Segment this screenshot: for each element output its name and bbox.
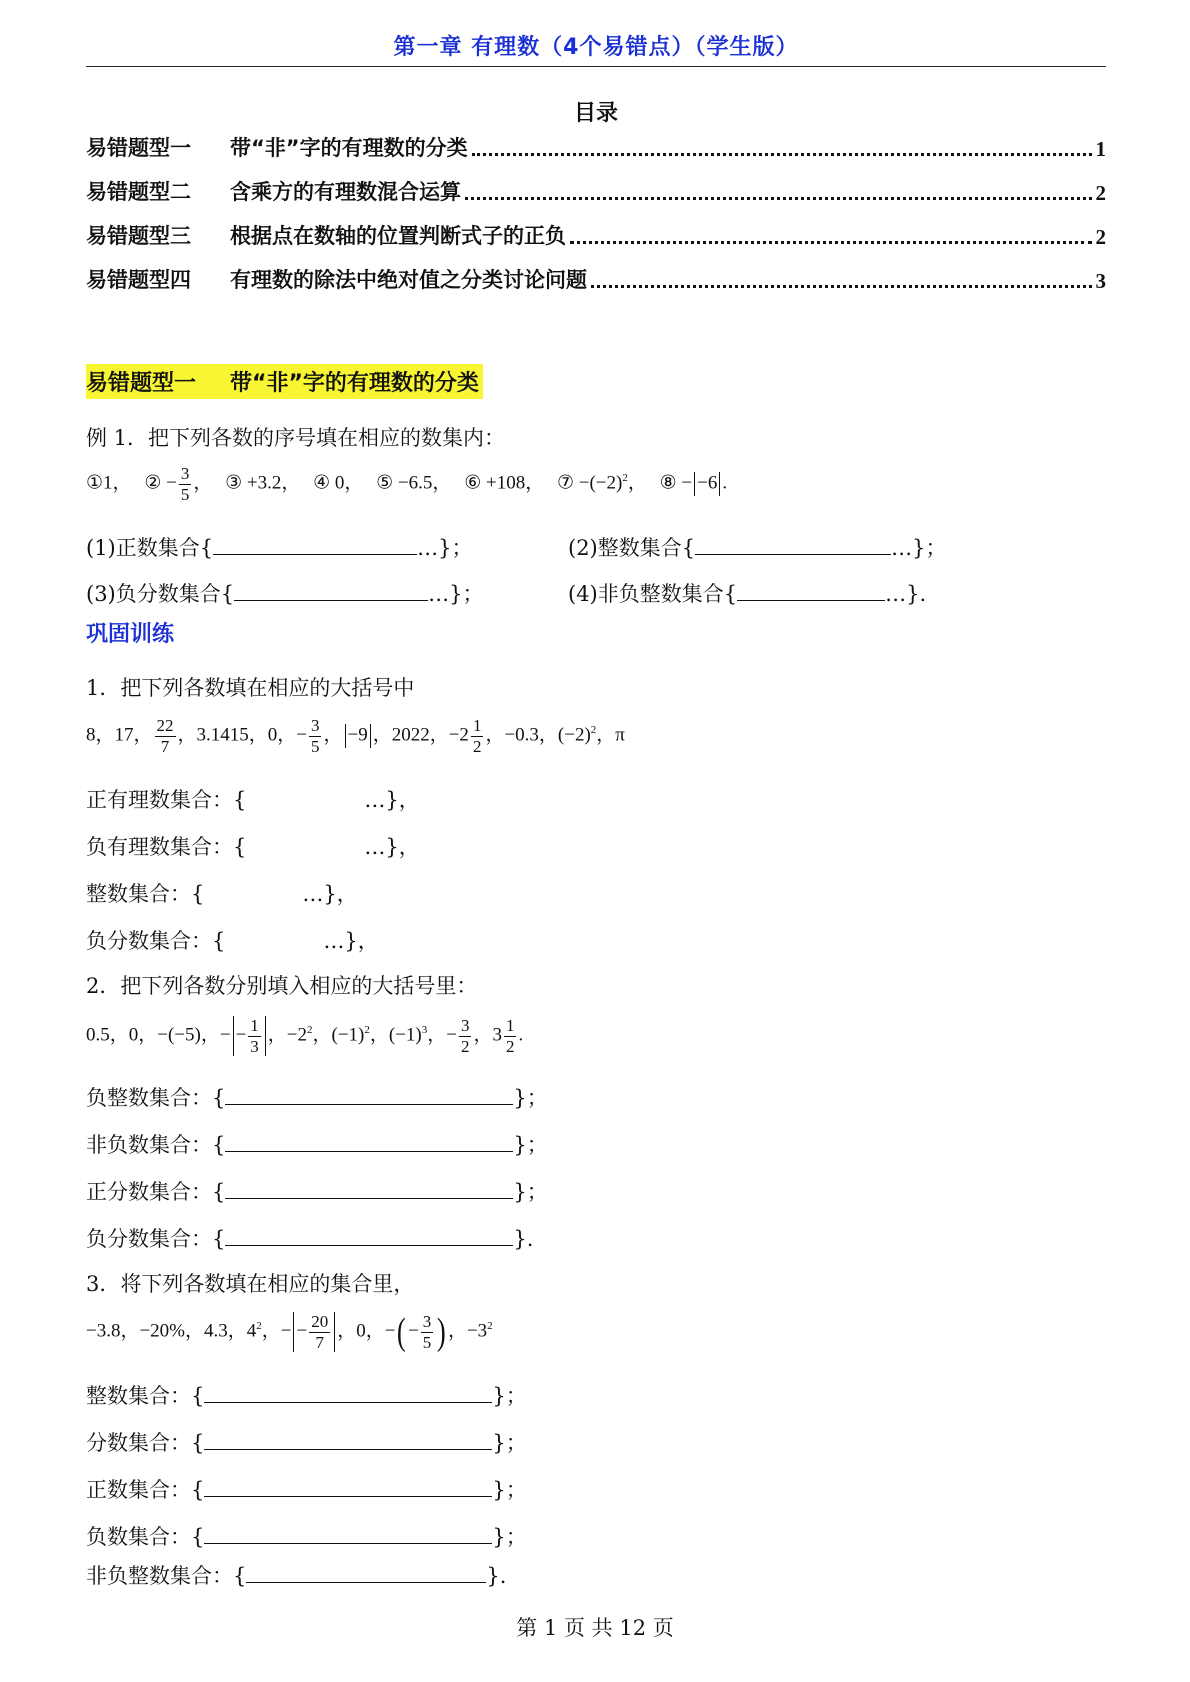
toc-leader-dots	[465, 196, 1092, 200]
q1-set-integer[interactable]: 整数集合：{ …}，	[86, 882, 358, 906]
toc-item-number: 易错题型四	[86, 268, 191, 292]
toc-item-number: 易错题型一	[86, 136, 191, 160]
q1-set-negative-rational[interactable]: 负有理数集合：{ …}，	[86, 835, 420, 859]
toc-item-page: 2	[1095, 181, 1106, 205]
example-1-number-list: ①1， ② − $\frac{3}{5}$ ， ③ +3.2， ④ 0， ⑤ −6.5， ⑥ +108， ⑦ $-(-2)^2$， ⑧ − −6 .	[86, 464, 728, 504]
toc-item-number: 易错题型二	[86, 180, 191, 204]
fraction: $\frac{3}{5}$	[310, 716, 320, 756]
header-rule	[86, 66, 1106, 67]
toc-item-page: 2	[1095, 225, 1106, 249]
example-1-set-negative-fraction[interactable]: (3)负分数集合{ …}；	[86, 582, 484, 606]
example-1-set-positive[interactable]: (1)正数集合{ …}；	[86, 536, 473, 560]
fraction: $\frac{20}{7}$	[311, 1312, 329, 1352]
q3-set-integer[interactable]: 整数集合：{ }；	[86, 1384, 527, 1408]
example-1-prompt: 例 1．把下列各数的序号填在相应的数集内：	[86, 426, 506, 450]
q2-set-negative-fraction[interactable]: 负分数集合：{ }.	[86, 1227, 534, 1251]
q1-number-list: 8，17， $\frac{22}{7}$ ，3.1415，0，− $\frac{3}{5}$ ， −9 ，2022，−2 $\frac{1}{2}$ ，−0.3，$(-2)^2$，π	[86, 716, 625, 756]
toc-item-text: 含乘方的有理数混合运算	[230, 180, 461, 204]
fraction: $\frac{1}{2}$	[472, 716, 482, 756]
fraction: $\frac{1}{2}$	[505, 1016, 515, 1056]
toc-item-3[interactable]	[86, 220, 1106, 250]
toc-item-page: 3	[1095, 269, 1106, 293]
fraction: $\frac{3}{5}$	[422, 1312, 432, 1352]
q1-set-positive-rational[interactable]: 正有理数集合：{ …}，	[86, 788, 420, 812]
toc-title: 目录	[573, 101, 618, 126]
toc-leader-dots	[591, 284, 1092, 288]
page-footer: 第 1 页 共 12 页	[516, 1616, 674, 1640]
q1-set-negative-fraction[interactable]: 负分数集合：{ …}，	[86, 929, 379, 953]
fraction: $\frac{3}{2}$	[460, 1016, 470, 1056]
q3-set-positive[interactable]: 正数集合：{ }；	[86, 1478, 527, 1502]
document-header-title: 第一章 有理数（4个易错点）（学生版）	[393, 35, 799, 60]
q2-set-positive-fraction[interactable]: 正分数集合：{ }；	[86, 1180, 548, 1204]
fraction: $\frac{3}{5}$	[180, 464, 190, 504]
toc-item-number: 易错题型三	[86, 224, 191, 248]
q2-set-negative-integer[interactable]: 负整数集合：{ }；	[86, 1086, 548, 1110]
toc-item-text: 有理数的除法中绝对值之分类讨论问题	[230, 268, 587, 292]
toc-item-text: 带“非”字的有理数的分类	[230, 136, 468, 160]
q3-prompt: 3．将下列各数填在相应的集合里，	[86, 1272, 415, 1296]
example-1-set-nonneg-integer[interactable]: (4)非负整数集合{ …}.	[568, 582, 927, 606]
toc-leader-dots	[472, 152, 1092, 156]
q2-set-nonnegative[interactable]: 非负数集合：{ }；	[86, 1133, 548, 1157]
example-1-set-integer[interactable]: (2)整数集合{ …}；	[568, 536, 947, 560]
q3-set-nonneg-integer[interactable]: 非负整数集合：{ }.	[86, 1564, 507, 1588]
toc-item-4[interactable]	[86, 264, 1106, 294]
fraction: $\frac{22}{7}$	[156, 716, 174, 756]
toc-item-text: 根据点在数轴的位置判断式子的正负	[230, 224, 566, 248]
q3-number-list: −3.8，−20%，4.3，$4^2$，− − $\frac{20}{7}$ ，0，−(− $\frac{3}{5}$ )，$-3^2$	[86, 1311, 493, 1354]
toc-item-1[interactable]	[86, 132, 1106, 162]
q2-number-list: 0.5，0，−(−5)，− − $\frac{1}{3}$ ，$-2^2$，$(-1)^2$，$(-1)^3$，− $\frac{3}{2}$ ，3 $\frac{1}{2}$ .	[86, 1016, 524, 1056]
q3-set-negative[interactable]: 负数集合：{ }；	[86, 1525, 527, 1549]
q3-set-fraction[interactable]: 分数集合：{ }；	[86, 1431, 527, 1455]
section-heading-1: 易错题型一 带“非”字的有理数的分类	[86, 364, 483, 399]
toc-item-2[interactable]	[86, 176, 1106, 206]
toc-leader-dots	[570, 240, 1092, 244]
fraction: $\frac{1}{3}$	[250, 1016, 259, 1056]
practice-heading: 巩固训练	[86, 622, 175, 647]
toc-item-page: 1	[1095, 137, 1106, 161]
q1-prompt: 1．把下列各数填在相应的大括号中	[86, 676, 415, 700]
q2-prompt: 2．把下列各数分别填入相应的大括号里：	[86, 974, 478, 998]
